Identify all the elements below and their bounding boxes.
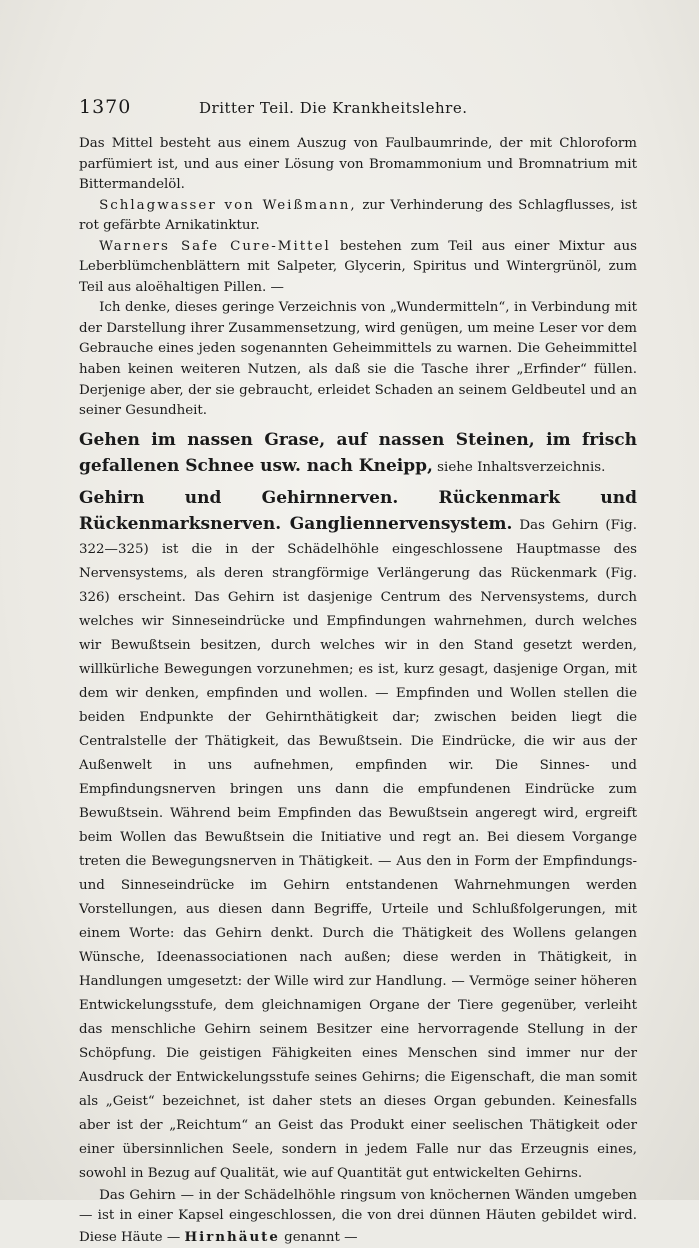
running-title: Dritter Teil. Die Krankheitslehre. [199,99,468,117]
remedy-name: Schlagwasser von Weißmann, [99,197,357,213]
paragraph [79,237,637,299]
term: Hirnhäute [184,1228,280,1245]
heading-text: Gehen im nassen Grase, auf nassen Steinen, im frisch gefallenen Schnee usw. nach Kneipp, [79,429,637,476]
paragraph [79,196,637,237]
cross-reference: siehe Inhaltsverzeichnis. [432,459,606,475]
page-header [79,96,637,130]
heading-text: Gehirn und Gehirnnerven. Rückenmark und Rückenmarksnerven. Gangliennervensystem. [79,487,637,534]
section-heading [79,428,637,480]
paragraph [79,1186,637,1248]
paragraph-text: bestehen zum Teil aus einer Mixtur aus Leberblümchenblättern mit Salpeter, Glycerin, Spiritus und Wintergrünöl, zum Teil aus aloëhaltigen Pillen. — [79,238,637,295]
paragraph-text: genannt — [279,1229,358,1245]
paragraph-text: zur Verhinderung des Schlagflusses, ist rot gefärbte Arnikatinktur. [79,197,637,234]
page-number: 1370 [79,96,132,118]
body-text [79,134,637,1248]
paragraph: Das Mittel besteht aus einem Auszug von Faulbaumrinde, der mit Chloroform parfümiert ist, und aus einer Lösung von Bromammonium und Bromnatrium mit Bittermandelöl. [79,136,637,193]
paragraph: Ich denke, dieses geringe Verzeichnis von „Wundermitteln“, in Verbindung mit der Darstellung ihrer Zusammensetzung, wird genügen, um meine Leser vor dem Gebrauche eines jeden sogenannten Geheimmittels zu warnen. Die Geheimmittel haben keinen weiteren Nutzen, als daß sie die Tasche ihrer „Erfinder“ füllen. Derjenige aber, der sie gebraucht, erleidet Schaden an seinem Geldbeutel und an seiner Gesundheit. [79,300,637,419]
remedy-name: Warners Safe Cure-Mittel [99,238,331,254]
section-paragraph [79,486,637,1186]
paragraph-text: Das Gehirn (Fig. 322—325) ist die in der Schädelhöhle eingeschlossene Hauptmasse des Nervensystems, als deren strangförmige Verlängerung das Rückenmark (Fig. 326) erscheint. Das Gehirn ist dasjenige Centrum des Nervensystems, durch welches wir Sinneseindrücke und Empfindungen wahrnehmen, durch welches wir Bewußtsein besitzen, durch welches wir in den Stand gesetzt werden, willkürliche Bewegungen vorzunehmen; es ist, kurz gesagt, dasjenige Organ, mit dem wir denken, empfinden und wollen. — Empfinden und Wollen stellen die beiden Endpunkte der Gehirnthätigkeit dar; zwischen beiden liegt die Centralstelle der Thätigkeit, das Bewußtsein. Die Eindrücke, die wir aus der Außenwelt in uns aufnehmen, empfinden wir. Die Sinnes- und Empfindungsnerven bringen uns dann die empfundenen Eindrücke zum Bewußtsein. Während beim Empfinden das Bewußtsein angeregt wird, ergreift beim Wollen das Bewußtsein die Initiative und regt an. Bei diesem Vorgange treten die Bewegungsnerven in Thätigkeit. — Aus den in Form der Empfindungs- und Sinneseindrücke im Gehirn entstandenen Wahrnehmungen werden Vorstellungen, aus diesen dann Begriffe, Urteile und Schlußfolgerungen, mit einem Worte: das Gehirn denkt. Durch die Thätigkeit des Wollens gelangen Wünsche, Ideenassociationen nach außen; diese werden in Thätigkeit, in Handlungen umgesetzt: der Wille wird zur Handlung. — Vermöge seiner höheren Entwickelungsstufe, dem gleichnamigen Organe der Tiere gegenüber, verleiht das menschliche Gehirn seinem Besitzer eine hervorragende Stellung in der Schöpfung. Die geistigen Fähigkeiten eines Menschen sind immer nur der Ausdruck der Entwickelungsstufe seines Gehirns; die Eigenschaft, die man somit als „Geist“ bezeichnet, ist daher stets an dieses Organ gebunden. Keinesfalls aber ist der „Reichtum“ an Geist das Produkt einer seelischen Thätigkeit oder einer übersinnlichen Seele, sondern in jedem Falle nur das Erzeugnis eines, sowohl in Bezug auf Qualität, wie auf Quantität gut entwickelten Gehirns. [79,517,637,1181]
paragraph-text: Das Gehirn — in der Schädelhöhle ringsum von knöchernen Wänden umgeben — ist in einer Kapsel eingeschlossen, die von drei dünnen Häuten gebildet wird. Diese Häute — [79,1187,637,1245]
